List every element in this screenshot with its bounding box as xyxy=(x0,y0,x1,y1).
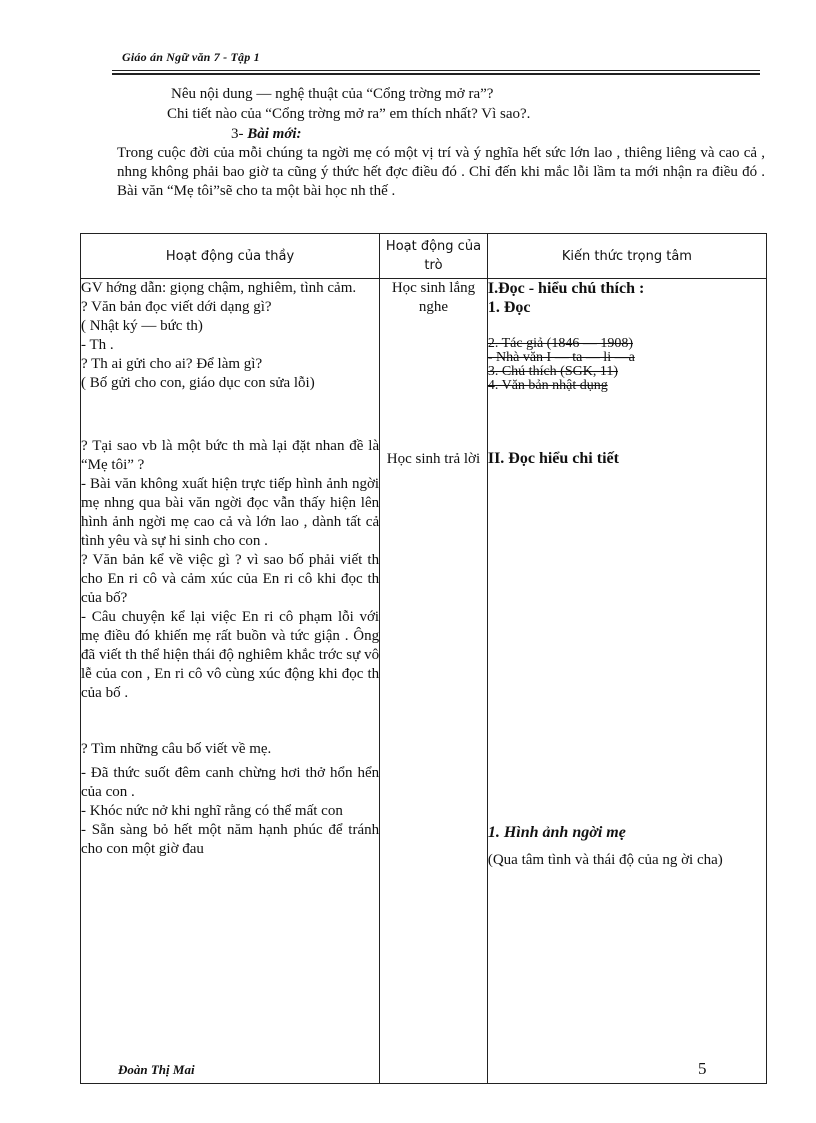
footer-author: Đoàn Thị Mai xyxy=(118,1062,195,1077)
header-teacher: Hoạt động của thầy xyxy=(81,234,380,279)
teacher-line: ? Văn bản kể về việc gì ? vì sao bố phải viết th cho En ri cô và cảm xúc của En ri cô khi đọc th của bố? xyxy=(81,552,380,606)
teacher-line: ( Nhật ký — bức th) xyxy=(81,318,203,334)
teacher-line: - Th . xyxy=(81,337,114,353)
document-header-title: Giáo án Ngữ văn 7 - Tập 1 xyxy=(122,50,260,64)
teacher-line: GV hớng dẫn: giọng chậm, nghiêm, tình cảm. xyxy=(81,280,357,296)
knowledge-sub-1: 1. Đọc xyxy=(487,299,531,316)
struck-item: - Nhà văn I — ta — li —a xyxy=(487,350,635,365)
teacher-line: - Câu chuyện kể lại việc En ri cô phạm lỗi với mẹ điều đó khiến mẹ rất buồn và tức giận . Ông đã viết th thể hiện thái độ nghiêm khắc trớc sự vô lễ của con , En ri cô vô cùng xúc động khi đọc th của bố . xyxy=(81,609,380,701)
spacer xyxy=(488,842,766,851)
teacher-line: ? Tìm những câu bố viết về mẹ. xyxy=(81,741,272,757)
spacer xyxy=(81,393,379,437)
struck-item: 4. Văn bản nhật dụng xyxy=(487,378,608,393)
struck-item: 3. Chú thích (SGK, 11) xyxy=(487,364,618,379)
teacher-line: - Đã thức suốt đêm canh chừng hơi thở hổn hển của con . xyxy=(81,765,380,800)
review-question-2: Chi tiết nào của “Cổng trờng mở ra” em thích nhất? Vì sao?. xyxy=(167,106,531,122)
lesson-table xyxy=(80,233,767,1084)
table-row xyxy=(81,279,767,1084)
struck-item: 2. Tác giả (1846 — 1908) xyxy=(487,336,633,351)
teacher-line: ( Bố gửi cho con, giáo dục con sửa lỗi) xyxy=(81,375,315,391)
header-student: Hoạt động của trò xyxy=(380,234,488,279)
teacher-line: ? Văn bản đọc viết dới dạng gì? xyxy=(81,299,272,315)
teacher-line: - Sẵn sàng bỏ hết một năm hạnh phúc để tránh cho con một giờ đau xyxy=(81,822,380,857)
teacher-line: - Khóc nức nở khi nghĩ rằng có thể mất con xyxy=(81,803,343,819)
teacher-line: ? Tại sao vb là một bức th mà lại đặt nhan đề là “Mẹ tôi” ? xyxy=(81,438,380,473)
section-heading xyxy=(117,124,765,144)
header-rule-thin xyxy=(112,70,760,71)
header-rule-thick xyxy=(112,73,760,75)
student-line: Học sinh trả lời xyxy=(386,451,481,467)
spacer xyxy=(81,703,379,740)
review-question-1: Nêu nội dung — nghệ thuật của “Cổng trờng mở ra”? xyxy=(171,86,494,102)
spacer xyxy=(488,317,766,337)
spacer xyxy=(488,468,766,823)
spacer xyxy=(488,393,766,449)
teacher-line: - Bài văn không xuất hiện trực tiếp hình ảnh ngời mẹ nhng qua bài văn ngời đọc vẫn thấy hiện lên hình ảnh ngời mẹ cao cả và lớn lao , dành tất cả tình yêu và sự hi sinh cho con . xyxy=(81,476,380,549)
knowledge-section-1: I.Đọc - hiểu chú thích : xyxy=(487,280,645,297)
knowledge-item-1-note: (Qua tâm tình và thái độ của ng ời cha) xyxy=(487,852,723,868)
page-number: 5 xyxy=(698,1059,707,1078)
spacer xyxy=(380,317,487,450)
header-knowledge: Kiến thức trọng tâm xyxy=(487,234,766,279)
knowledge-section-2: II. Đọc hiểu chi tiết xyxy=(487,450,619,467)
table-header-row xyxy=(81,234,767,279)
intro-section xyxy=(117,84,765,216)
knowledge-cell xyxy=(487,279,766,1084)
intro-paragraph: Trong cuộc đời của mỗi chúng ta ngời mẹ có một vị trí và ý nghĩa hết sức lớn lao , thiêng liêng và cao cả , nhng không phải bao giờ ta cũng ý thức hết đợc điều đó . Chỉ đến khi mắc lỗi lầm ta mới nhận ra điều đó . Bài văn “Mẹ tôi”sẽ cho ta một bài học nh thế . xyxy=(117,145,765,199)
student-activity-cell xyxy=(380,279,488,1084)
teacher-line: ? Th ai gửi cho ai? Để làm gì? xyxy=(81,356,263,372)
teacher-activity-cell xyxy=(81,279,380,1084)
section-title: Bài mới: xyxy=(247,126,302,142)
student-line: Học sinh lắng nghe xyxy=(391,280,476,315)
knowledge-item-1: 1. Hình ảnh ngời mẹ xyxy=(487,824,626,841)
section-number: 3- xyxy=(231,126,244,142)
